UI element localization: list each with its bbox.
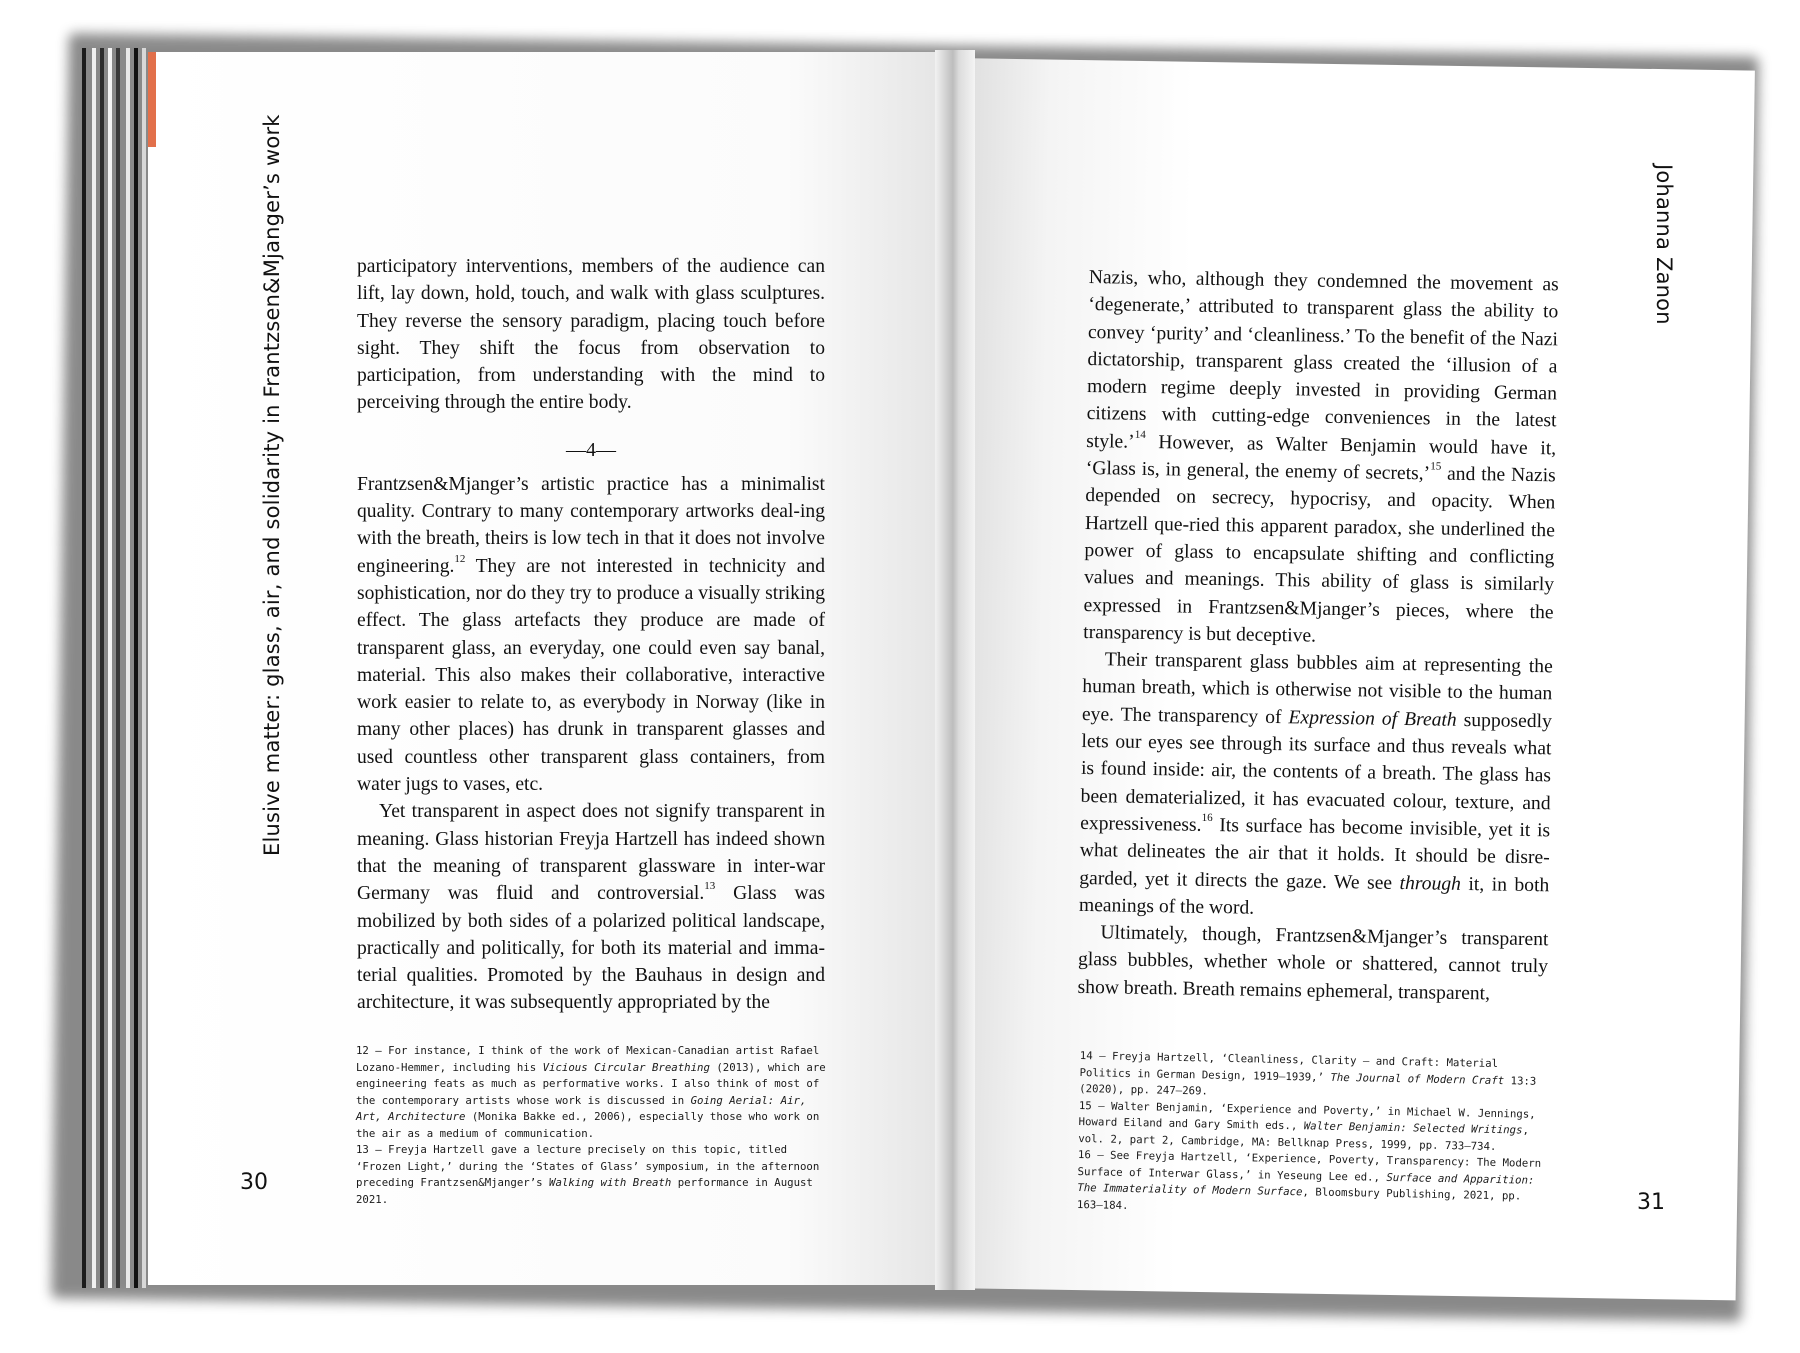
footnote-ref-15: 15 bbox=[1430, 460, 1442, 473]
left-footnotes bbox=[356, 1043, 832, 1208]
paragraph: Yet transparent in aspect does not signify transparent in meaning. Glass historian Freyja Hartzell has indeed shown that the meaning of transparent glassware in inter-war Germany was fluid and controversial.$^{13}$ Glass was mobilized by both sides of a polarized political landscape, practically and politically, for both its material and imma-terial qualities. Promoted by the Bauhaus in design and architecture, it was subsequently appropriated by the bbox=[357, 801, 826, 1014]
right-body-wrapper bbox=[1077, 264, 1559, 1011]
right-body-text bbox=[1077, 264, 1559, 1008]
right-running-head: Johanna Zanon bbox=[1652, 164, 1676, 325]
footnote-ref-14: 14 bbox=[1134, 428, 1146, 441]
right-footnotes bbox=[1077, 1048, 1556, 1222]
footnote-16: 16 — See Freyja Hartzell, ‘Experience, Poverty, Transparency: The Modern Surface of Interwar Glass,’ in Yeseung Lee ed., Surface and Apparition: The Immateriality of Modern Surface, Bloomsbury Publishing, 2021, pp. 163–184. bbox=[1076, 1147, 1542, 1212]
paragraph: Frantzsen&Mjanger’s artistic practice has a minimalist quality. Contrary to many contemporary artworks deal-ing with the breath, theirs is low tech in that it does not involve engineering.$^{12}$ They are not interested in technicity and sophistication, nor do they try to produce a visually striking effect. The glass artefacts they produce are made of transparent glass, an everyday, one could even say banal, material. This also makes their collaborative, interactive work easier to relate to, as everybody in Norway (like in many other places) has drunk in transparent glasses and used countless other transparent glass containers, from water jugs to vases, etc. bbox=[357, 473, 826, 796]
footnote-14: 14 — Freyja Hartzell, ‘Cleanliness, Clarity – and Craft: Material Politics in German Design, 1919–1939,’ The Journal of Modern Craft 13:3 (2020), pp. 247–269. bbox=[1079, 1048, 1537, 1098]
book-gutter bbox=[935, 50, 975, 1290]
footnote-13: 13 — Freyja Hartzell gave a lecture precisely on this topic, titled ‘Frozen Light,’ during the ‘States of Glass’ symposium, in the afternoon preceding Frantzsen&Mjanger’s Walking with Breath performance in August 2021. bbox=[356, 1143, 820, 1206]
paragraph: Ultimately, though, Frantzsen&Mjanger’s transparent glass bubbles, whether whole or shattered, cannot truly show breath. Breath remains ephemeral, transparent, bbox=[1077, 922, 1549, 1005]
section-mark: —4— bbox=[566, 438, 616, 461]
paragraph: participatory interventions, members of the audience can lift, lay down, hold, touch, and walk with glass sculptures. They reverse the sensory paradigm, placing touch before sight. They shift the focus from observation to participation, from understanding with the mind to perceiving through the entire body. bbox=[357, 256, 825, 414]
footnote-ref-13: 13 bbox=[704, 880, 716, 893]
footnote-ref-12: 12 bbox=[454, 552, 466, 565]
left-page-number: 30 bbox=[240, 1170, 268, 1195]
footnote-12: 12 — For instance, I think of the work of Mexican-Canadian artist Rafael Lozano-Hemmer, including his Vicious Circular Breathing (2013), which are engineering feats as much as performative works. I also think of most of the contemporary artists whose work is discussed in Going Aerial: Air, Art, Architecture (Monika Bakke ed., 2006), especially those who work on the air as a medium of communication. bbox=[356, 1044, 826, 1140]
right-page-number: 31 bbox=[1637, 1190, 1665, 1215]
left-running-head: Elusive matter: glass, air, and solidarity in Frantzsen&Mjanger’s work bbox=[260, 114, 284, 856]
accent-strip bbox=[148, 52, 156, 147]
paragraph: Their transparent glass bubbles aim at representing the human breath, which is otherwise not visible to the human eye. The transparency of Expression of Breath supposedly lets our eyes see through its surface and thus reveals what is found inside: air, the contents of a breath. The glass has been dematerialized, it has evacuated colour, texture, and expressiveness.$^{16}$ Its surface has become invisible, yet it is what delineates the air that it holds. It should be disre-garded, yet it directs the gaze. We see through it, in both meanings of the word. bbox=[1078, 649, 1553, 919]
footnote-ref-16: 16 bbox=[1201, 811, 1213, 824]
left-body-text bbox=[357, 253, 825, 1017]
footnote-15: 15 — Walter Benjamin, ‘Experience and Poverty,’ in Michael W. Jennings, Howard Eiland and Gary Smith eds., Walter Benjamin: Selected Writings, vol. 2, part 2, Cambridge, MA: Bellknap Press, 1999, pp. 733–734. bbox=[1078, 1098, 1536, 1153]
paragraph: Nazis, who, although they condemned the movement as ‘degenerate,’ attributed to transparent glass the ability to convey ‘purity’ and ‘cleanliness.’ To the benefit of the Nazi dictatorship, transparent glass created the ‘illusion of a modern regime deeply invested in providing German citizens with cutting-edge conveniences in the latest style.’$^{14}$ However, as Walter Benjamin would have it, ‘Glass is, in general, the enemy of secrets,’$^{15}$ and the Nazis depended on secrecy, hypocrisy, and opacity. When Hartzell que-ried this apparent paradox, she underlined the power of glass to encapsulate shifting and conflicting values and meanings. This ability of glass is similarly expressed in Frantzsen&Mjanger’s pieces, where the transparency is but deceptive. bbox=[1083, 266, 1559, 647]
page-edges bbox=[82, 48, 152, 1288]
